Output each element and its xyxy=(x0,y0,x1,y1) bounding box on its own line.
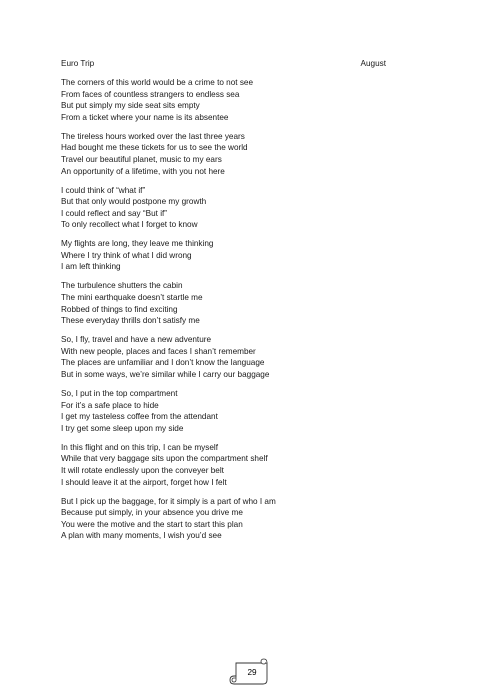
poem-line: To only recollect what I forget to know xyxy=(61,220,198,230)
poem-line: But in some ways, we’re similar while I carry our baggage xyxy=(61,370,270,380)
poem-line: These everyday thrills don’t satisfy me xyxy=(61,316,200,326)
poem-line: It will rotate endlessly upon the conveyer belt xyxy=(61,465,224,475)
poem-line: In this flight and on this trip, I can be myself xyxy=(61,442,219,452)
poem-line: So, I fly, travel and have a new adventure xyxy=(61,335,212,345)
poem-line: I could think of “what if” xyxy=(61,185,146,195)
poem-line: An opportunity of a lifetime, with you not here xyxy=(61,166,225,176)
poem-line: Had bought me these tickets for us to see the world xyxy=(61,143,248,153)
poem-line: My flights are long, they leave me thinking xyxy=(61,239,214,249)
poem-line: I should leave it at the airport, forget how I felt xyxy=(61,477,227,487)
stanza xyxy=(61,280,401,326)
poem-title: Euro Trip xyxy=(61,59,95,68)
poem-line: I could reflect and say “But if” xyxy=(61,208,168,218)
poem-line: I get my tasteless coffee from the attendant xyxy=(61,412,218,422)
poem-line: A plan with many moments, I wish you’d see xyxy=(61,531,222,541)
poem-line: I am left thinking xyxy=(61,262,121,272)
poem-line: Where I try think of what I did wrong xyxy=(61,250,192,260)
poem-body xyxy=(61,77,401,549)
stanza xyxy=(61,185,401,231)
poem-line: You were the motive and the start to start this plan xyxy=(61,519,243,529)
poem-line: Robbed of things to find exciting xyxy=(61,304,178,314)
stanza xyxy=(61,238,401,273)
page-number-badge xyxy=(228,658,272,686)
poem-line: But that only would postpone my growth xyxy=(61,197,207,207)
poem-line: The places are unfamiliar and I don’t know the language xyxy=(61,358,265,368)
stanza xyxy=(61,131,401,177)
poem-line: While that very baggage sits upon the compartment shelf xyxy=(61,454,268,464)
poem-line: The turbulence shutters the cabin xyxy=(61,281,183,291)
poem-line: The tireless hours worked over the last three years xyxy=(61,131,245,141)
poem-line: Travel our beautiful planet, music to my ears xyxy=(61,154,222,164)
poem-month: August xyxy=(360,59,386,68)
stanza xyxy=(61,442,401,488)
stanza xyxy=(61,77,401,123)
poem-line: But I pick up the baggage, for it simply is a part of who I am xyxy=(61,496,276,506)
poem-line: With new people, places and faces I shan’t remember xyxy=(61,346,256,356)
poem-line: From a ticket where your name is its absentee xyxy=(61,112,229,122)
stanza xyxy=(61,334,401,380)
stanza xyxy=(61,388,401,434)
poem-line: The mini earthquake doesn’t startle me xyxy=(61,293,203,303)
poem-line: From faces of countless strangers to endless sea xyxy=(61,89,240,99)
stanza xyxy=(61,496,401,542)
poem-line: Because put simply, in your absence you drive me xyxy=(61,508,243,518)
poem-line: So, I put in the top compartment xyxy=(61,389,178,398)
poem-line: For it’s a safe place to hide xyxy=(61,400,159,410)
page-header xyxy=(61,58,386,69)
poem-line: I try get some sleep upon my side xyxy=(61,423,184,433)
page-number: 29 xyxy=(247,668,257,677)
poem-line: The corners of this world would be a crime to not see xyxy=(61,78,254,87)
poem-line: But put simply my side seat sits empty xyxy=(61,101,200,111)
